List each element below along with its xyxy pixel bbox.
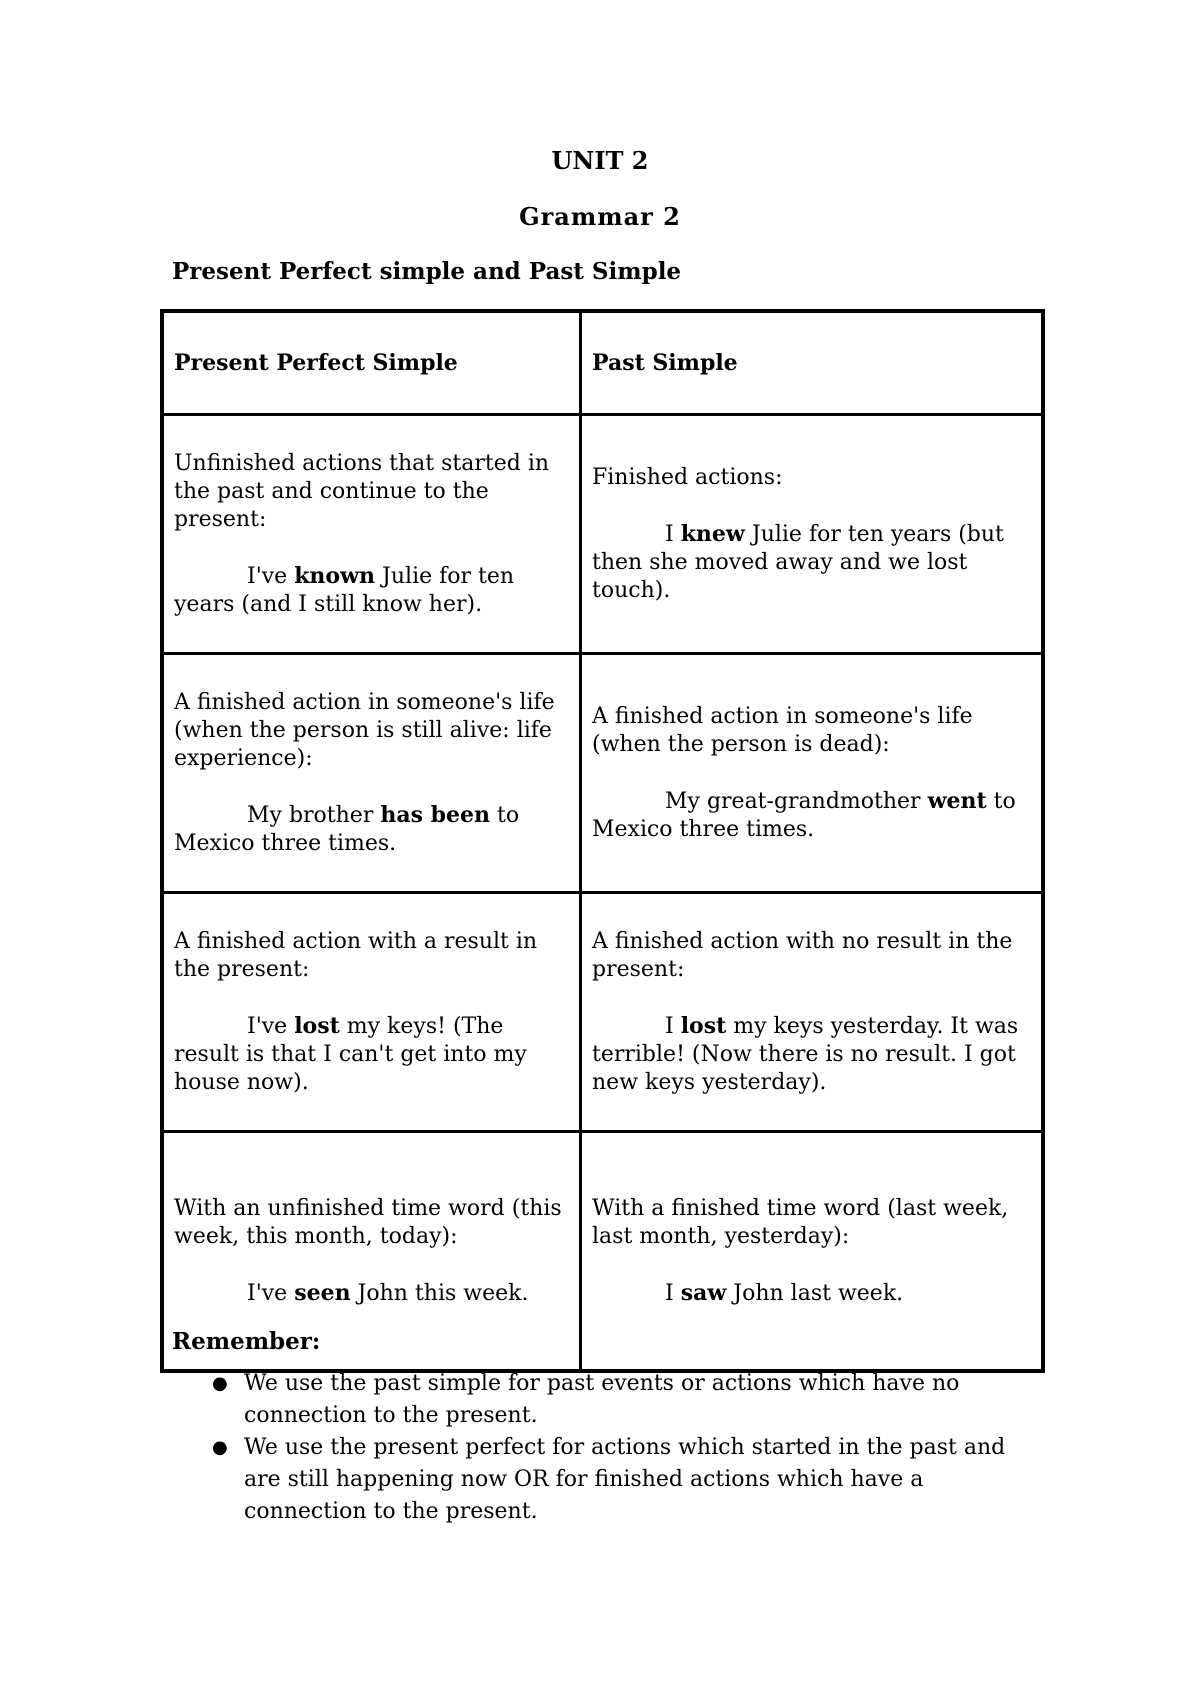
- example-text: I: [665, 1280, 681, 1306]
- verb-highlight: lost: [294, 1012, 340, 1039]
- example-text: I've: [247, 1013, 295, 1039]
- rule-text: A finished action in someone's life (when the person is still alive: life experience):: [174, 689, 555, 771]
- bullet-icon: ●: [212, 1373, 228, 1394]
- remember-heading: Remember:: [172, 1328, 321, 1355]
- example-text: Julie for ten years (but then she moved away and we lost touch).: [592, 521, 1004, 603]
- verb-highlight: lost: [680, 1012, 727, 1039]
- rule-text: A finished action with no result in the present:: [592, 928, 1013, 982]
- list-item: [172, 1368, 1032, 1432]
- example-sentence: [592, 1279, 1031, 1308]
- verb-highlight: knew: [680, 520, 745, 547]
- example-text: to Mexico three times.: [592, 788, 1016, 842]
- verb-highlight: known: [294, 562, 376, 589]
- example-text: I've: [247, 563, 295, 589]
- table-cell: [162, 415, 581, 654]
- example-text: John this week.: [350, 1280, 529, 1306]
- table-row: [162, 654, 1043, 893]
- rule-text: With a finished time word (last week, last month, yesterday):: [592, 1195, 1009, 1249]
- example-text: I: [665, 521, 681, 547]
- verb-highlight: saw: [680, 1279, 727, 1306]
- example-text: I: [665, 1013, 681, 1039]
- example-sentence: [592, 787, 1031, 844]
- example-sentence: [592, 1012, 1031, 1097]
- table-row: [162, 415, 1043, 654]
- note-text: We use the past simple for past events or actions which have no connection to the present.: [244, 1371, 960, 1428]
- example-text: my keys yesterday. It was terrible! (Now there is no result. I got new keys yesterday).: [592, 1013, 1019, 1095]
- list-item: [172, 1432, 1032, 1528]
- example-text: I've: [247, 1280, 295, 1306]
- example-sentence: [592, 520, 1031, 605]
- comparison-table: [160, 309, 1045, 1373]
- page-subtitle: Present Perfect simple and Past Simple: [172, 258, 682, 285]
- verb-highlight: went: [927, 787, 987, 814]
- example-text: to Mexico three times.: [174, 802, 520, 856]
- header-present-perfect: Present Perfect Simple: [162, 311, 581, 415]
- example-sentence: [174, 1012, 569, 1097]
- rule-text: Unfinished actions that started in the past and continue to the present:: [174, 450, 550, 532]
- unit-title: UNIT 2: [551, 146, 649, 175]
- table-cell: [581, 893, 1044, 1132]
- grammar-title: Grammar 2: [519, 202, 681, 231]
- note-text: We use the present perfect for actions which started in the past and are still happening now OR for finished actions which have a connection to the present.: [244, 1435, 1006, 1524]
- verb-highlight: has been: [380, 801, 491, 828]
- table-cell: [162, 893, 581, 1132]
- rule-text: Finished actions:: [592, 464, 783, 490]
- rule-text: With an unfinished time word (this week, this month, today):: [174, 1195, 562, 1249]
- example-text: My great-grandmother: [665, 788, 928, 814]
- example-sentence: [174, 801, 569, 858]
- example-text: Julie for ten years (and I still know her).: [174, 563, 515, 617]
- example-text: John last week.: [726, 1280, 904, 1306]
- example-sentence: [174, 1279, 569, 1308]
- verb-highlight: seen: [294, 1279, 351, 1306]
- table-cell: [581, 415, 1044, 654]
- table-header-row: [162, 311, 1043, 415]
- example-sentence: [174, 562, 569, 619]
- example-text: my keys! (The result is that I can't get into my house now).: [174, 1013, 527, 1095]
- table-row: [162, 893, 1043, 1132]
- table-cell: [162, 654, 581, 893]
- rule-text: A finished action with a result in the present:: [174, 928, 538, 982]
- bullet-icon: ●: [212, 1437, 228, 1458]
- example-text: My brother: [247, 802, 381, 828]
- table-cell: [581, 1132, 1044, 1372]
- header-past-simple: Past Simple: [581, 311, 1044, 415]
- rule-text: A finished action in someone's life (when the person is dead):: [592, 703, 973, 757]
- remember-list: [172, 1368, 1032, 1528]
- table-cell: [581, 654, 1044, 893]
